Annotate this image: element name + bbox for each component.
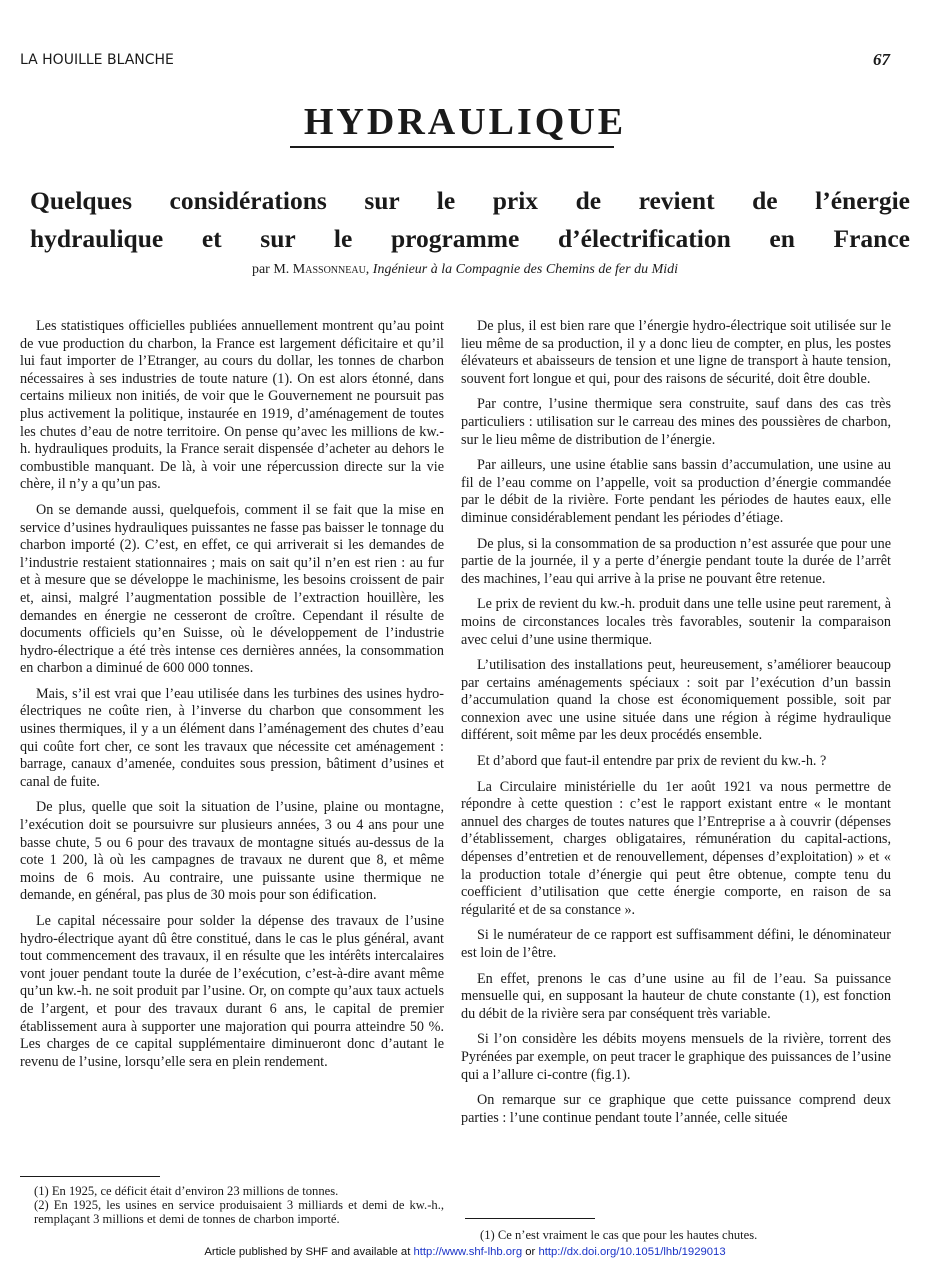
byline-prefix: par M. [251,262,290,277]
paragraph: La Circulaire ministérielle du 1er août 1921 va nous permettre de répondre à cette question : c’est le rapport existant entre « le montant annuel des charges de toutes natures que l’Entreprise a à couvrir (dépenses d’établissement, charges obligataires, rémunération du capital-actions, dépenses d’entretien et de renouvellement, dépenses d’exploitation) » et « la production totale d’énergie qui peut être obtenue, compte tenu du coefficient d’utilisation que cette énergie comporte, en raison de sa régularité et de sa constance ». [461,778,891,918]
footnote-right: (1) Ce n’est vraiment le cas que pour les hautes chutes. [480,1228,758,1242]
journal-running-head: LA HOUILLE BLANCHE [20,52,174,68]
doi-link[interactable]: http://dx.doi.org/10.1051/lhb/1929013 [538,1246,726,1258]
paragraph: L’utilisation des installations peut, heureusement, s’améliorer beaucoup par certains aménagements spéciaux : soit par l’exécution d’un bassin d’accumulation quand la chose est économiquement possible, soit par connexion avec une usine située dans une région à régime hydraulique différent, soit même par les deux procédés ensemble. [461,657,891,744]
section-title: HYDRAULIQUE [303,101,627,143]
paragraph: Par contre, l’usine thermique sera construite, sauf dans des cas très particuliers : utilisation sur le carreau des mines des poussières de charbon, sur le lieu même de distribution de l’énergie. [461,396,891,448]
paragraph: De plus, si la consommation de sa production n’est assurée que pour une partie de la journée, il y a perte d’énergie pendant toute la durée de l’arrêt des machines, l’eau qui arrive à la prise ne pouvant être retenue. [461,535,891,587]
paragraph: Si l’on considère les débits moyens mensuels de la rivière, torrent des Pyrénées par exemple, on peut tracer le graphique des puissances de l’usine qui a l’allure ci-contre (fig.1). [461,1031,891,1083]
footnote-separator-left [20,1176,160,1177]
body-column-left [20,318,444,1079]
paragraph: Par ailleurs, une usine établie sans bassin d’accumulation, une usine au fil de l’eau comme on l’appelle, voit sa production d’énergie commandée par le débit de la rivière. Forte pendant les périodes de hautes eaux, elle diminue considérablement pendant les périodes d’étiage. [461,457,891,526]
paragraph: Si le numérateur de ce rapport est suffisamment défini, le dénominateur est loin de l’être. [461,927,891,961]
shf-link[interactable]: http://www.shf-lhb.org [413,1246,523,1258]
paragraph: De plus, quelle que soit la situation de l’usine, plaine ou montagne, l’exécution doit se poursuivre sur plusieurs années, 3 ou 4 ans pour une basse chute, 5 ou 6 pour des travaux de montagne situés au-dessus de la cote 1 200, là où les campagnes de travaux ne durent que 8, et même moins de 6 mois. Au contraire, une puissante usine thermique ne demande, en général, pas plus de 30 mois pour son édification. [20,799,444,904]
article-title-line-2: hydraulique et sur le programme d’électrification en France [30,224,910,253]
publisher-connector: or [525,1246,536,1258]
author-name: Massonneau, [292,262,370,277]
paragraph: Le prix de revient du kw.-h. produit dans une telle usine peut rarement, à moins de circonstances locales très favorables, soutenir la comparaison avec celui d’une usine thermique. [461,596,891,648]
paragraph: Et d’abord que faut-il entendre par prix de revient du kw.-h. ? [477,753,827,770]
page-number: 67 [873,50,890,69]
footnote-1: (1) En 1925, ce déficit était d’environ 23 millions de tonnes. [34,1184,339,1198]
paragraph: En effet, prenons le cas d’une usine au fil de l’eau. Sa puissance mensuelle qui, en supposant la hauteur de chute constante (1), est fonction du débit de la rivière sera par conséquent très variable. [461,970,891,1022]
section-title-underline [290,146,614,148]
byline [0,262,930,278]
paragraph: On se demande aussi, quelquefois, comment il se fait que la mise en service d’usines hydrauliques puissantes ne fasse pas baisser le tonnage du charbon importé (2). C’est, en effet, ce qui arriverait si les demandes de l’industrie restaient stationnaires ; mais on sait qu’il n’en est rien : au fur et à mesure que se développe le machinisme, les besoins croissent de pair et, ainsi, malgré l’augmentation possible de l’extraction houillère, les demandes en énergie ne cesseront de croître. Cependant il résulte de documents officiels qu’en Suisse, où le développement de l’industrie hydro-électrique a été très intense ces dernières années, la consommation en charbon a diminué de 600 000 tonnes. [20,501,444,677]
paragraph: On remarque sur ce graphique que cette puissance comprend deux parties : l’une continue pendant toute l’année, celle située [461,1092,891,1126]
article-title-line-1: Quelques considérations sur le prix de revient de l’énergie [30,186,910,215]
paragraph: Le capital nécessaire pour solder la dépense des travaux de l’usine hydro-électrique ayant dû être constitué, dans le cas le plus général, avant tout commencement des travaux, il en résulte que les intérêts intercalaires vont jouer pendant toute la durée de l’exécution, c’est-à-dire avant même qu’un kw.-h. ne soit produit par l’usine. Or, on compte qu’aux taux actuels de l’argent, et pour des travaux durant 6 ans, le capital de premier établissement aura à supporter une majoration qui pourra atteindre 50 %. Les charges de ce capital supplémentaire diminueront donc d’autant le revenu de l’usine, lorsqu’elle sera en plein rendement. [20,913,444,1070]
paragraph: Les statistiques officielles publiées annuellement montrent qu’au point de vue production du charbon, la France est largement déficitaire et qu’il lui faut importer de l’Etranger, au cours du dollar, les tonnes de charbon nécessaires à ses industries de toute nature (1). On est alors étonné, dans certains milieux non initiés, de voir que le Gouvernement ne poursuit pas plus activement la politique, instaurée en 1919, d’aménagement de toutes les chutes d’eau de notre territoire. On pense qu’avec les millions de kw.-h. hydrauliques produits, la France serait dispensée d’acheter au dehors le combustible manquant. De là, à voir une répercussion directe sur la vie chère, il n’y a qu’un pas. [20,318,444,493]
publisher-notice [0,1246,930,1258]
article-title [30,182,910,258]
body-column-right [461,318,891,1135]
publisher-prefix: Article published by SHF and available at [204,1246,411,1258]
footnote-2: (2) En 1925, les usines en service produisaient 3 milliards et demi de kw.-h., remplaçant 3 millions et demi de tonnes de charbon importé. [34,1198,444,1226]
paragraph: De plus, il est bien rare que l’énergie hydro-électrique soit utilisée sur le lieu même de sa production, il y a donc lieu de compter, en plus, les postes élévateurs et abaisseurs de tension et une ligne de transport à haute tension, souvent fort longue et qui, pour des raisons de sécurité, doit être double. [461,318,891,387]
footnotes-left [20,1184,444,1226]
author-affiliation: Ingénieur à la Compagnie des Chemins de fer du Midi [372,262,679,277]
footnote-separator-right [465,1218,595,1219]
paragraph: Mais, s’il est vrai que l’eau utilisée dans les turbines des usines hydro-électriques ne coûte rien, à l’inverse du charbon que consomment les usines thermiques, il y a un élément dans l’aménagement des chutes d’eau qui coûte fort cher, ce sont les travaux que nécessite cet aménagement : barrage, canaux d’amenée, conduites sous pression, bâtiment d’usines et canal de fuite. [20,685,444,790]
